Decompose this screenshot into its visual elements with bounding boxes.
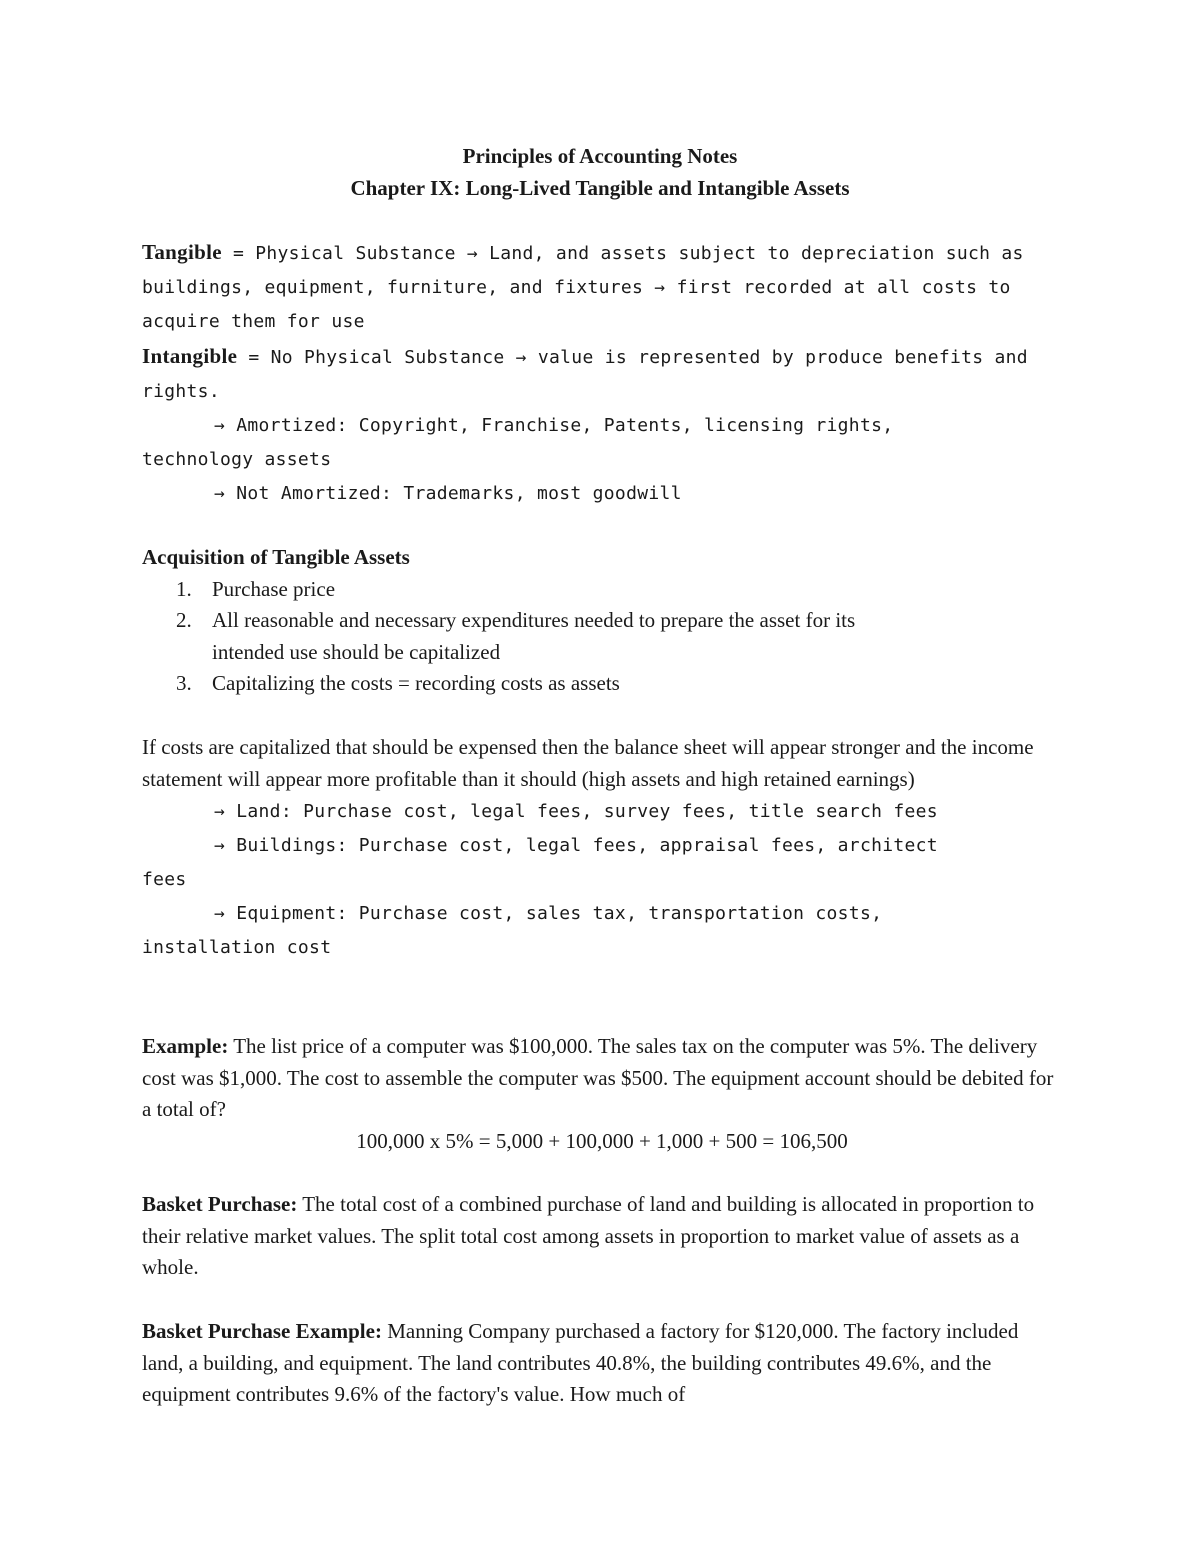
basket-label: Basket Purchase: (142, 1192, 298, 1216)
basket-example-section (142, 1316, 1062, 1411)
tangible-text: = Physical Substance → Land, and assets subject to depreciation such as buildings, equipment, furniture, and fixtures → first recorded at all costs to acquire them for use (142, 243, 1024, 332)
basket-example-label: Basket Purchase Example: (142, 1319, 382, 1343)
basket-paragraph (142, 1189, 1062, 1284)
basket-example-text: Manning Company purchased a factory for $120,000. The factory included land, a building, and equipment. The land contributes 40.8%, the building contributes 49.6%, and the equipment contributes 9.6% of the factory's value. How much of (142, 1319, 1019, 1406)
document-title (0, 140, 1200, 204)
equipment-line: → Equipment: Purchase cost, sales tax, transportation costs, (214, 903, 883, 924)
example-paragraph (142, 1031, 1062, 1126)
intangible-text: = No Physical Substance → value is represented by produce benefits and rights. (142, 347, 1028, 402)
basket-example-paragraph (142, 1316, 1062, 1411)
acquisition-section (142, 542, 1062, 700)
list-text-cont: intended use should be capitalized (212, 639, 501, 664)
list-item (142, 605, 1062, 668)
list-text: Purchase price (212, 576, 336, 601)
tangible-paragraph (142, 235, 1062, 339)
title-line-2: Chapter IX: Long-Lived Tangible and Intangible Assets (350, 176, 850, 200)
buildings-line: → Buildings: Purchase cost, legal fees, appraisal fees, architect (214, 835, 938, 856)
intangible-label: Intangible (142, 344, 238, 368)
example-label: Example: (142, 1034, 229, 1058)
acquisition-heading: Acquisition of Tangible Assets (142, 545, 410, 569)
amortized-continuation: technology assets (142, 449, 332, 470)
example-text: The list price of a computer was $100,000. The sales tax on the computer was 5%. The delivery cost was $1,000. The cost to assemble the computer was $500. The equipment account should be debited for a total of? (142, 1034, 1054, 1121)
intangible-paragraph (142, 339, 1062, 409)
list-number: 2. (176, 608, 192, 632)
basket-text: The total cost of a combined purchase of land and building is allocated in proportion to their relative market values. The split total cost among assets in proportion to market value of assets as a whole. (142, 1192, 1035, 1279)
list-number: 1. (176, 576, 192, 601)
list-number: 3. (176, 671, 192, 695)
title-line-1: Principles of Accounting Notes (462, 144, 738, 168)
buildings-continuation: fees (142, 869, 187, 890)
example-formula: 100,000 x 5% = 5,000 + 100,000 + 1,000 + 500 = 106,500 (356, 1128, 848, 1153)
capitalized-paragraph: If costs are capitalized that should be expensed then the balance sheet will appear stronger and the income statement will appear more profitable than it should (high assets and high retained earnings) (142, 735, 1034, 791)
equipment-continuation: installation cost (142, 937, 332, 958)
list-item (142, 574, 1062, 606)
tangible-label: Tangible (142, 240, 222, 264)
list-text: Capitalizing the costs = recording costs as assets (212, 671, 620, 695)
list-text: All reasonable and necessary expenditures needed to prepare the asset for its (212, 608, 856, 632)
land-line: → Land: Purchase cost, legal fees, survey fees, title search fees (214, 801, 938, 822)
amortized-line: → Amortized: Copyright, Franchise, Patents, licensing rights, (214, 415, 894, 436)
tangible-section (142, 235, 1062, 511)
not-amortized-line: → Not Amortized: Trademarks, most goodwill (214, 483, 682, 504)
list-item (142, 668, 1062, 700)
capitalized-section (142, 732, 1062, 965)
acquisition-list (142, 574, 1062, 700)
example-section (142, 1031, 1062, 1157)
basket-section (142, 1189, 1062, 1284)
